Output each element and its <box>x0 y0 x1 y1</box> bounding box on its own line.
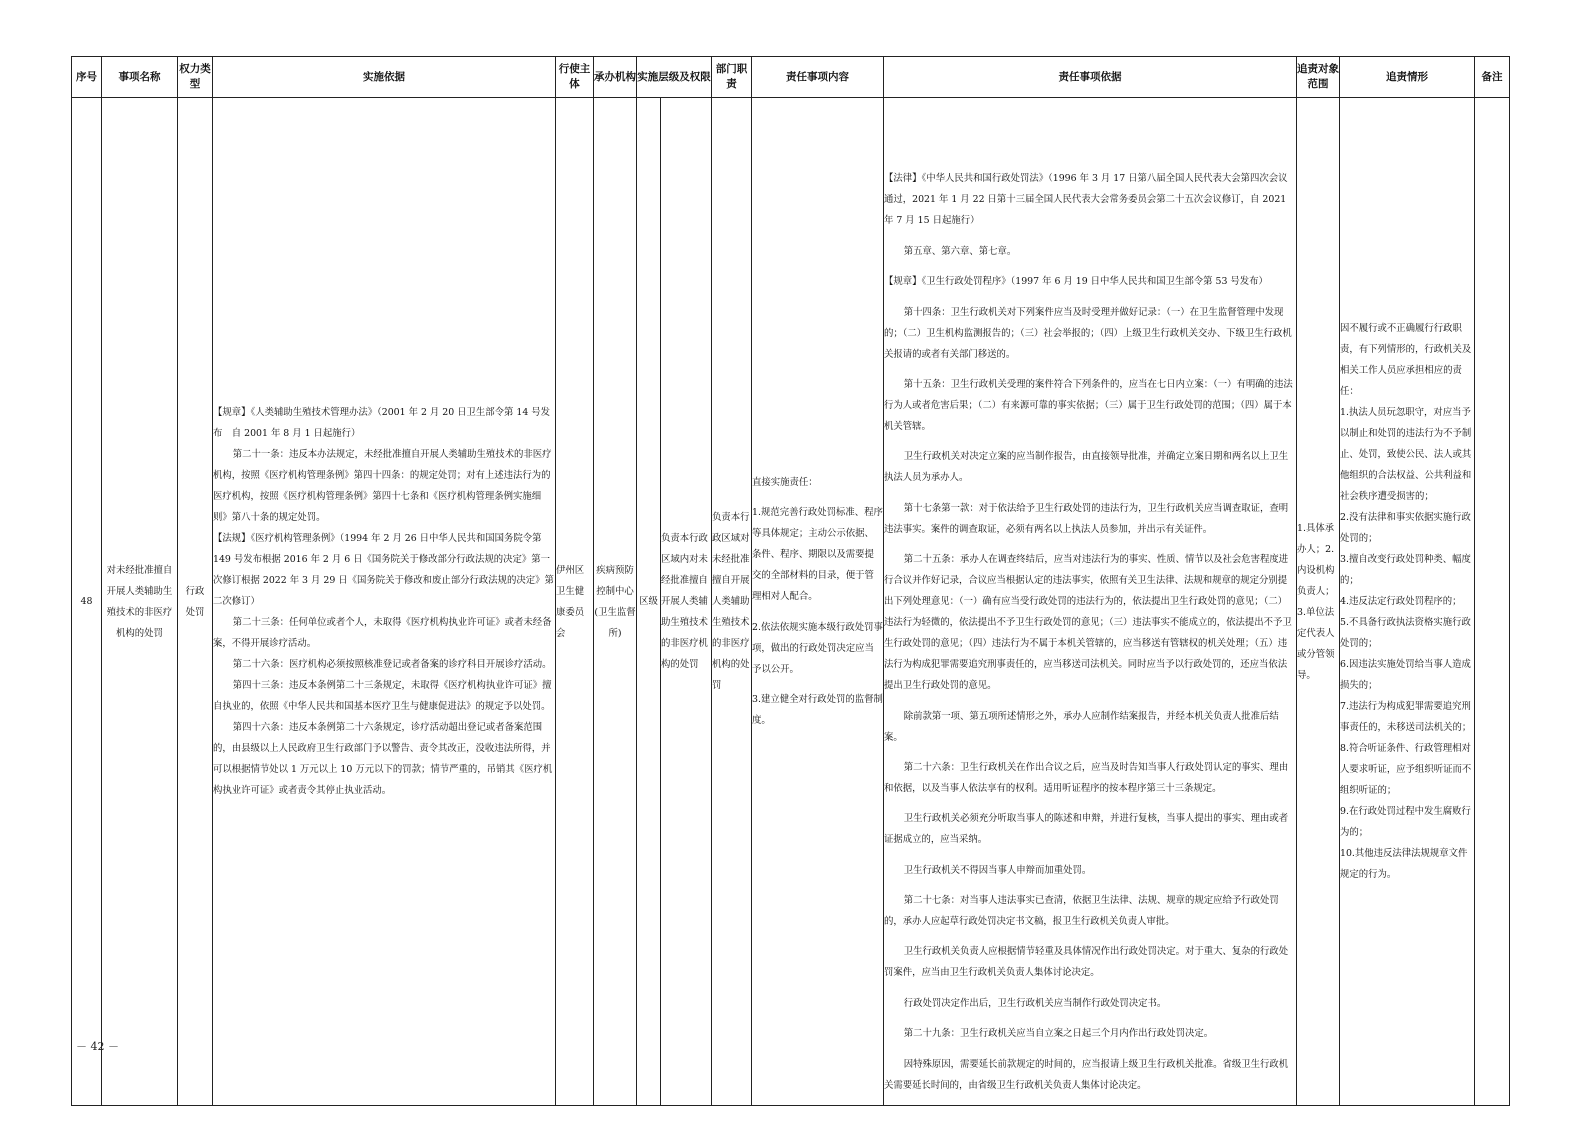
basis-tag: 【法规】 <box>213 533 251 545</box>
table-row <box>72 98 1510 1106</box>
basis-paragraph: 第二十六条：医疗机构必须按照核准登记或者备案的诊疗科目开展诊疗活动。 <box>232 659 552 671</box>
resp-basis-paragraph: 卫生行政机关负责人应根据情节轻重及具体情况作出行政处罚决定。对于重大、复杂的行政处罚案件，应当由卫生行政机关负责人集体讨论决定。 <box>884 946 1289 979</box>
resp-content-paragraph: 3.建立健全对行政处罚的监督制度。 <box>752 694 883 727</box>
header-dept-duty: 部门职责 <box>712 57 752 98</box>
header-seq: 序号 <box>72 57 102 98</box>
cell-level: 区级 <box>637 98 661 1106</box>
header-item-name: 事项名称 <box>102 57 178 98</box>
cell-item-name: 对未经批准擅自开展人类辅助生殖技术的非医疗机构的处罚 <box>102 98 178 1106</box>
header-level: 实施层级及权限 <box>637 57 712 98</box>
situation-paragraph: 8.符合听证条件、行政管理相对人要求听证，应予组织听证而不组织听证的； <box>1340 743 1472 797</box>
basis-paragraph: 【规章】《人类辅助生殖技术管理办法》（2001 年 2 月 20 日卫生部令第 14 号发布 自 2001 年 8 月 1 日起施行） <box>213 407 551 440</box>
header-resp-basis: 责任事项依据 <box>884 57 1297 98</box>
resp-basis-paragraph: 行政处罚决定作出后，卫生行政机关应当制作行政处罚决定书。 <box>903 997 1167 1009</box>
resp-basis-paragraph: 第十七条第一款：对于依法给予卫生行政处罚的违法行为，卫生行政机关应当调查取证，查明违法事实。案件的调查取证，必须有两名以上执法人员参加，并出示有关证件。 <box>884 502 1289 535</box>
header-remarks: 备注 <box>1475 57 1510 98</box>
situation-paragraph: 4.违反法定行政处罚程序的； <box>1340 596 1462 608</box>
cell-resp-basis <box>884 98 1297 1106</box>
situation-paragraph: 1.执法人员玩忽职守，对应当予以制止和处罚的违法行为不予制止、处罚，致使公民、法人或其他组织的合法权益、公共利益和社会秩序遭受损害的； <box>1340 407 1472 503</box>
resp-basis-paragraph: 第五章、第六章、第七章。 <box>903 245 1017 257</box>
header-row <box>72 57 1510 98</box>
basis-paragraph: 【法规】《医疗机构管理条例》（1994 年 2 月 26 日中华人民共和国国务院令第 149 号发布根据 2016 年 2 月 6 日《国务院关于修改部分行政法规的决定》第一次修订根据 2022 年 3 月 29 日《国务院关于修改和废止部分行政法规的决定》第二次修订） <box>213 533 554 608</box>
cell-agency: 疾病预防控制中心(卫生监督所) <box>594 98 637 1106</box>
cell-subject: 伊州区卫生健康委员会 <box>556 98 594 1106</box>
situation-paragraph: 5.不具备行政执法资格实施行政处罚的； <box>1340 617 1471 650</box>
resp-basis-paragraph: 第二十九条：卫生行政机关应当自立案之日起三个月内作出行政处罚决定。 <box>903 1028 1214 1040</box>
situation-paragraph: 因不履行或不正确履行行政职责，有下列情形的，行政机关及相关工作人员应承担相应的责任： <box>1340 323 1472 398</box>
cell-seq: 48 <box>72 98 102 1106</box>
resp-basis-paragraph: 除前款第一项、第五项所述情形之外，承办人应制作结案报告，并经本机关负责人批准后结案。 <box>884 710 1279 743</box>
header-resp-content: 责任事项内容 <box>752 57 884 98</box>
header-agency: 承办机构 <box>594 57 637 98</box>
resp-basis-paragraph: 第十四条：卫生行政机关对下列案件应当及时受理并做好记录：（一）在卫生监督管理中发现的；（二）卫生机构监测报告的；（三）社会举报的；（四）上级卫生行政机关交办、下级卫生行政机关报请的或者有关部门移送的。 <box>884 306 1292 360</box>
situation-paragraph: 9.在行政处罚过程中发生腐败行为的； <box>1340 806 1471 839</box>
power-list-table <box>71 56 1510 1106</box>
situation-paragraph: 6.因违法实施处罚给当事人造成损失的； <box>1340 659 1471 692</box>
situation-paragraph: 7.违法行为构成犯罪需要追究刑事责任的，未移送司法机关的； <box>1340 701 1472 734</box>
basis-paragraph: 第四十六条：违反本条例第二十六条规定，诊疗活动超出登记或者备案范围的，由县级以上人民政府卫生行政部门予以警告、责令其改正，没收违法所得，并可以根据情节处以 1 万元以上 10 万元以下的罚款；情节严重的，吊销其《医疗机构执业许可证》或者责令其停止执业活动。 <box>213 722 553 797</box>
basis-tag: 【规章】 <box>213 407 251 419</box>
cell-remarks <box>1475 98 1510 1106</box>
resp-basis-tag: 【法律】 <box>884 173 922 185</box>
resp-basis-paragraph: 因特殊原因，需要延长前款规定的时间的，应当报请上级卫生行政机关批准。省级卫生行政机关需要延长时间的，由省级卫生行政机关负责人集体讨论决定。 <box>884 1058 1289 1091</box>
resp-basis-paragraph: 第十五条：卫生行政机关受理的案件符合下列条件的，应当在七日内立案：（一）有明确的违法行为人或者危害后果；（二）有来源可靠的事实依据；（三）属于卫生行政处罚的范围；（四）属于本机关管辖。 <box>884 378 1293 432</box>
basis-paragraph: 第二十三条：任何单位或者个人，未取得《医疗机构执业许可证》或者未经备案，不得开展诊疗活动。 <box>213 617 552 650</box>
resp-basis-paragraph: 【规章】《卫生行政处罚程序》（1997 年 6 月 19 日中华人民共和国卫生部令第 53 号发布） <box>884 276 1268 288</box>
cell-power-type: 行政处罚 <box>178 98 213 1106</box>
header-power-type: 权力类型 <box>178 57 213 98</box>
basis-paragraph: 第二十一条：违反本办法规定，未经批准擅自开展人类辅助生殖技术的非医疗机构，按照《医疗机构管理条例》第四十四条：的规定处罚；对有上述违法行为的医疗机构，按照《医疗机构管理条例》第四十七条和《医疗机构管理条例实施细则》第八十条的规定处罚。 <box>213 449 552 524</box>
resp-content-paragraph: 直接实施责任： <box>752 476 818 488</box>
resp-content-paragraph: 2.依法依规实施本级行政处罚事项，做出的行政处罚决定应当予以公开。 <box>752 621 883 675</box>
resp-basis-paragraph: 第二十七条：对当事人违法事实已查清，依据卫生法律、法规、规章的规定应给予行政处罚的，承办人应起草行政处罚决定书文稿，报卫生行政机关负责人审批。 <box>884 895 1279 928</box>
page-number: － 42 － <box>76 1040 119 1053</box>
situation-paragraph: 3.擅自改变行政处罚种类、幅度的； <box>1340 554 1471 587</box>
cell-level-detail: 负责本行政区域内对未经批准擅自开展人类辅助生殖技术的非医疗机构的处罚 <box>661 98 712 1106</box>
header-subject: 行使主体 <box>556 57 594 98</box>
resp-basis-paragraph: 第二十五条：承办人在调查终结后，应当对违法行为的事实、性质、情节以及社会危害程度进行合议并作好记录，合议应当根据认定的违法事实，依照有关卫生法律、法规和规章的规定分别提出下列处理意见：（一）确有应当受行政处罚的违法行为的，依法提出卫生行政处罚的意见；（二）违法行为轻微的，依法提出不予卫生行政处罚的意见；（三）违法事实不能成立的，依法提出不予卫生行政处罚的意见；（四）违法行为不属于本机关管辖的，应当移送有管辖权的机关处理；（五）违法行为构成犯罪需要追究刑事责任的，应当移送司法机关。同时应当予以行政处罚的，还应当依法提出卫生行政处罚的意见。 <box>884 554 1292 692</box>
cell-basis <box>213 98 556 1106</box>
basis-paragraph: 第四十三条：违反本条例第二十三条规定，未取得《医疗机构执业许可证》擅自执业的，依照《中华人民共和国基本医疗卫生与健康促进法》的规定予以处罚。 <box>213 680 552 713</box>
resp-basis-paragraph: 【法律】《中华人民共和国行政处罚法》（1996 年 3 月 17 日第八届全国人民代表大会第四次会议通过，2021 年 1 月 22 日第十三届全国人民代表大会常务委员会第二十五次会议修订，自 2021 年 7 月 15 日起施行） <box>884 173 1288 227</box>
cell-scope: 1.具体承办人；2.内设机构负责人；3.单位法定代表人或分管领导。 <box>1297 98 1340 1106</box>
cell-situation <box>1340 98 1475 1106</box>
resp-content-paragraph: 1.规范完善行政处罚标准、程序等具体规定；主动公示依据、条件、程序、期限以及需要提交的全部材料的目录，便于管理相对人配合。 <box>752 507 883 603</box>
cell-dept-duty: 负责本行政区域对未经批准擅自开展人类辅助生殖技术的非医疗机构的处罚 <box>712 98 752 1106</box>
cell-resp-content <box>752 98 884 1106</box>
header-situation: 追责情形 <box>1340 57 1475 98</box>
resp-basis-paragraph: 卫生行政机关必须充分听取当事人的陈述和申辩，并进行复核，当事人提出的事实、理由或者证据成立的，应当采纳。 <box>884 813 1289 846</box>
situation-paragraph: 10.其他违反法律法规规章文件规定的行为。 <box>1340 848 1468 881</box>
situation-paragraph: 2.没有法律和事实依据实施行政处罚的； <box>1340 512 1471 545</box>
resp-basis-tag: 【规章】 <box>884 276 922 288</box>
header-scope: 追责对象范围 <box>1297 57 1340 98</box>
resp-basis-paragraph: 卫生行政机关对决定立案的应当制作报告，由直接领导批准，并确定立案日期和两名以上卫生执法人员为承办人。 <box>884 451 1289 484</box>
resp-basis-paragraph: 卫生行政机关不得因当事人申辩而加重处罚。 <box>903 864 1092 876</box>
resp-basis-paragraph: 第二十六条：卫生行政机关在作出合议之后，应当及时告知当事人行政处罚认定的事实、理由和依据，以及当事人依法享有的权利。适用听证程序的按本程序第三十三条规定。 <box>884 761 1289 794</box>
header-basis: 实施依据 <box>213 57 556 98</box>
